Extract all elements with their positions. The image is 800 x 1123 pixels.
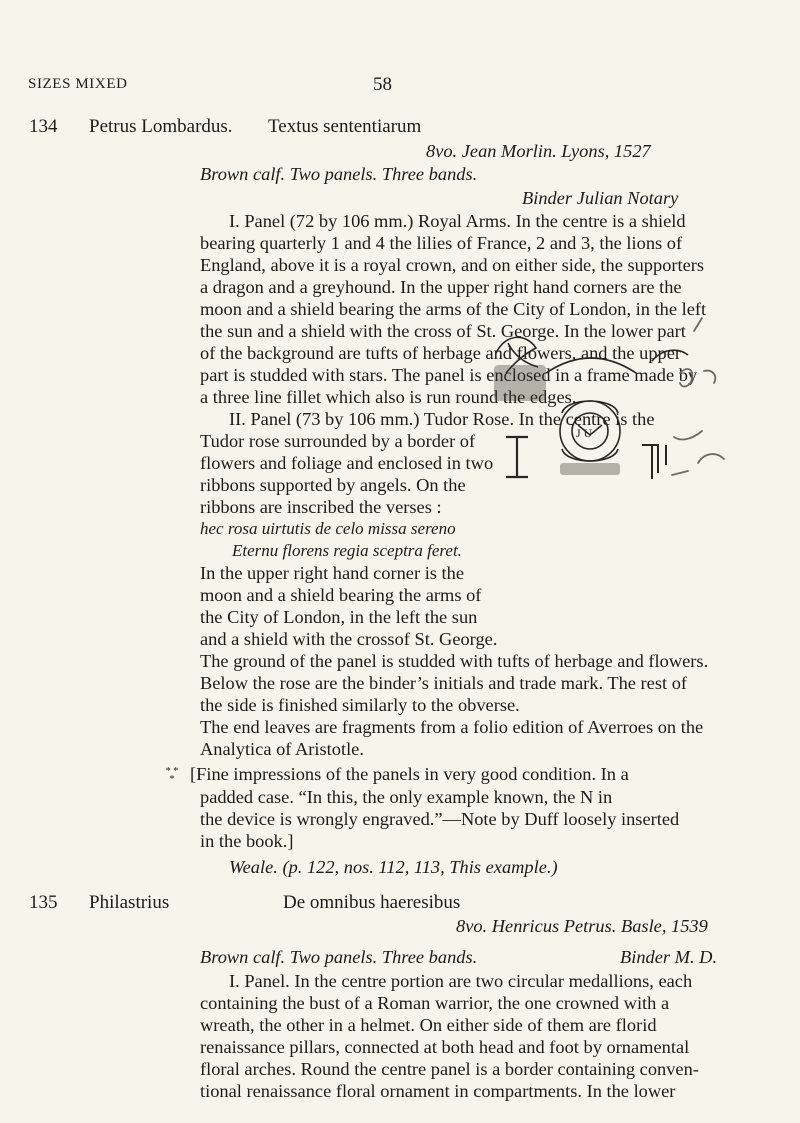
lot-binding: Brown calf. Two panels. Three bands. — [200, 947, 478, 967]
panel-text-line: and a shield with the crossof St. George. — [200, 629, 498, 649]
panel-text-line: The ground of the panel is studded with tufts of herbage and flowers. — [200, 651, 709, 671]
panel-text-line: a dragon and a greyhound. In the upper right hand corners are the — [200, 277, 682, 297]
lot-binder: Binder M. D. — [620, 947, 718, 967]
svg-text:J U: J U — [576, 426, 593, 440]
verse-line: Eternu florens regia sceptra feret. — [232, 541, 462, 560]
panel-text-line: bearing quarterly 1 and 4 the lilies of France, 2 and 3, the lions of — [200, 233, 683, 253]
panel-text-line: moon and a shield bearing the arms of the City of London, in the left — [200, 299, 707, 319]
lot-title: Textus sententiarum — [268, 116, 422, 137]
note-asterism: * * * — [165, 766, 179, 785]
panel-text-line: Analytica of Aristotle. — [200, 739, 364, 759]
lot-binder: Binder Julian Notary — [522, 188, 679, 208]
note-line: padded case. “In this, the only example known, the N in — [200, 787, 613, 807]
panel-text-line: tional renaissance floral ornament in compartments. In the lower — [200, 1081, 676, 1101]
page-number: 58 — [373, 74, 392, 95]
verse-line: hec rosa uirtutis de celo missa sereno — [200, 519, 456, 538]
panel-text-line: I. Panel (72 by 106 mm.) Royal Arms. In the centre is a shield — [229, 211, 686, 231]
panel-text-line: I. Panel. In the centre portion are two circular medallions, each — [229, 971, 693, 991]
panel-text-line: the side is finished similarly to the obverse. — [200, 695, 520, 715]
panel-text-line: the City of London, in the left the sun — [200, 607, 478, 627]
panel-text-line: flowers and foliage and enclosed in two — [200, 453, 494, 473]
lot-number: 135 — [29, 892, 58, 913]
lot-title: De omnibus haeresibus — [283, 892, 461, 913]
panel-text-line: floral arches. Round the centre panel is a border containing conven- — [200, 1059, 699, 1079]
reference-line: Weale. (p. 122, nos. 112, 113, This example.) — [229, 857, 558, 877]
page-header — [28, 76, 760, 100]
panel-text-line: Tudor rose surrounded by a border of — [200, 431, 476, 451]
lot-imprint: 8vo. Jean Morlin. Lyons, 1527 — [426, 141, 651, 161]
panel-text-line: a three line fillet which also is run round the edges. — [200, 387, 577, 407]
panel-text-line: ribbons supported by angels. On the — [200, 475, 466, 495]
panel-text-line: moon and a shield bearing the arms of — [200, 585, 482, 605]
lot-author: Petrus Lombardus. — [89, 116, 233, 137]
panel-text-line: The end leaves are fragments from a folio edition of Averroes on the — [200, 717, 704, 737]
panel-text-line: II. Panel (73 by 106 mm.) Tudor Rose. In the centre is the — [229, 409, 655, 429]
running-title: SIZES MIXED — [28, 76, 128, 92]
note-line: in the book.] — [200, 831, 294, 851]
panel-text-line: wreath, the other in a helmet. On either side of them are florid — [200, 1015, 657, 1035]
panel-text-line: ribbons are inscribed the verses : — [200, 497, 442, 517]
lot-author: Philastrius — [89, 892, 170, 913]
lot-binding: Brown calf. Two panels. Three bands. — [200, 164, 478, 184]
panel-text-line: containing the bust of a Roman warrior, the one crowned with a — [200, 993, 670, 1013]
panel-text-line: of the background are tufts of herbage and flowers, and the upper — [200, 343, 682, 363]
lot-imprint: 8vo. Henricus Petrus. Basle, 1539 — [456, 916, 708, 936]
panel-text-line: renaissance pillars, connected at both head and foot by ornamental — [200, 1037, 690, 1057]
panel-text-line: part is studded with stars. The panel is enclosed in a frame made by — [200, 365, 698, 385]
tudor-rose-illustration-icon — [466, 313, 728, 508]
note-line: the device is wrongly engraved.”—Note by Duff loosely inserted — [200, 809, 680, 829]
lot-number: 134 — [29, 116, 58, 137]
note-line: [Fine impressions of the panels in very good condition. In a — [190, 764, 629, 784]
panel-text-line: Below the rose are the binder’s initials and trade mark. The rest of — [200, 673, 688, 693]
panel-text-line: England, above it is a royal crown, and on either side, the supporters — [200, 255, 705, 275]
panel-text-line: In the upper right hand corner is the — [200, 563, 465, 583]
panel-text-line: the sun and a shield with the cross of St. George. In the lower part — [200, 321, 686, 341]
